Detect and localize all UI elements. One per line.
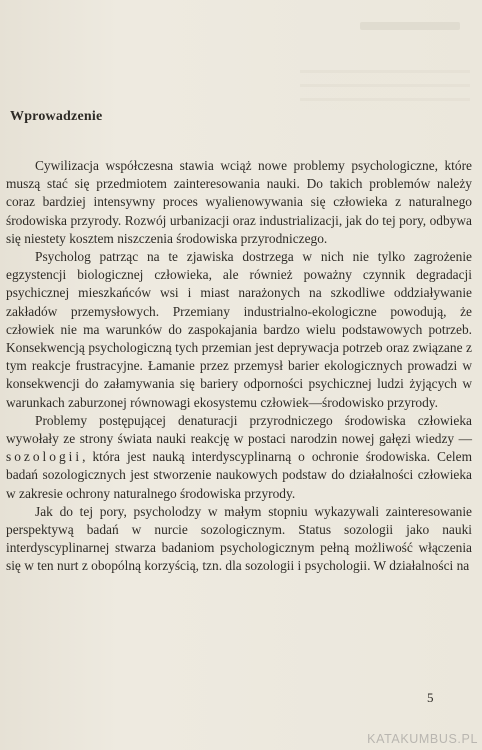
watermark: KATAKUMBUS.PL: [367, 732, 478, 746]
chapter-heading: Wprowadzenie: [10, 109, 103, 124]
spaced-term: sozologii: [6, 449, 83, 465]
body-text: [6, 157, 472, 576]
paragraph-text: Problemy postępującej denaturacji przyrodniczego środowiska człowieka wywołały ze strony świata nauki reakcję w postaci narodzin nowej gałęzi wiedzy —: [6, 412, 472, 447]
page-number: 5: [427, 690, 434, 705]
bleed-through-text: [300, 70, 470, 110]
paragraph: Cywilizacja współczesna stawia wciąż nowe problemy psychologiczne, które muszą stać się przedmiotem zainteresowania nauki. Do takich problemów należy coraz bardziej intensywny proces wyalienowywania się człowieka z naturalnego środowiska przyrody. Rozwój urbanizacji oraz industrializacji, jak do tej pory, odbywa się niestety kosztem niszczenia środowiska przyrodniczego.: [6, 158, 472, 246]
paragraph-text: , która jest nauką interdyscyplinarną o ochronie środowiska. Celem badań sozologicznych jest stworzenie naukowych podstaw do działalności człowieka w zakresie ochrony naturalnego środowiska przyrody.: [6, 449, 472, 501]
paragraph: Psycholog patrząc na te zjawiska dostrzega w nich nie tylko zagrożenie egzystencji biologicznej człowieka, ale również poważny czynnik degradacji psychicznej mieszkańców wsi i miast narażonych na szkodliwe oddziaływanie zakładów przemysłowych. Przemiany industrialno-ekologiczne powodują, że człowiek nie ma warunków do zaspokajania bardzo wielu podstawowych potrzeb. Konsekwencją psychologiczną tych przemian jest deprywacja potrzeb oraz związane z tym reakcje frustracyjne. Łamanie przez przemysł barier ekologicznych prowadzi w konsekwencji do załamywania się bariery odporności psychicznej ludzi żyjących w warunkach zaburzonej równowagi ekosystemu człowiek—środowisko przyrody.: [6, 249, 472, 410]
paragraph: Jak do tej pory, psycholodzy w małym stopniu wykazywali zainteresowanie perspektywą badań w nurcie sozologicznym. Status sozologii jako nauki interdyscyplinarnej stwarza badaniom psychologicznym pełną możliwość włączenia się w ten nurt z obopólną korzyścią, tzn. dla sozologii i psychologii. W działalności na: [6, 503, 472, 574]
bleed-through-header: [360, 22, 460, 30]
paragraph: [6, 412, 472, 503]
